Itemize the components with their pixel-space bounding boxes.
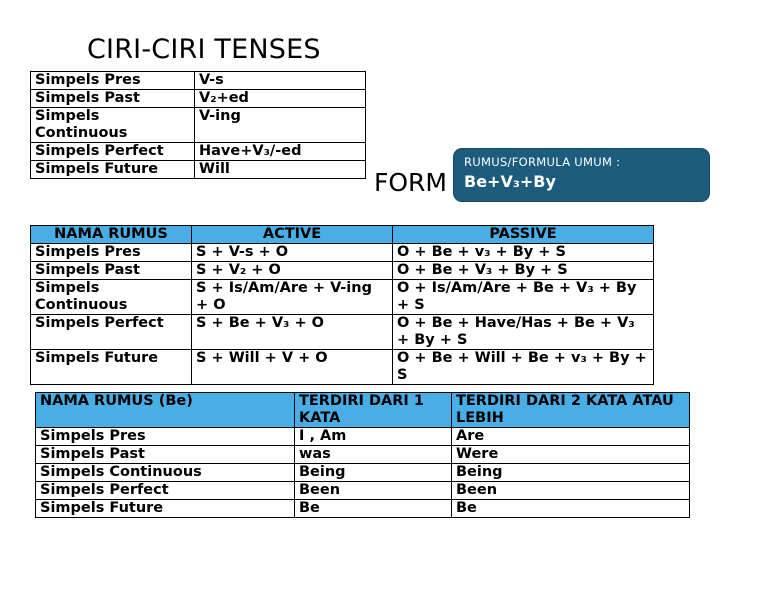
- table-row: [36, 428, 690, 446]
- table-row: [31, 143, 366, 161]
- active-formula: S + Be + V₃ + O: [192, 315, 393, 350]
- passive-formula: O + Be + V₃ + By + S: [393, 262, 654, 280]
- tense-value: V-s: [195, 72, 366, 90]
- table-row: [36, 482, 690, 500]
- rumus-name: Simpels Pres: [36, 428, 295, 446]
- one-word-form: Be: [295, 500, 452, 518]
- column-header: NAMA RUMUS: [31, 226, 192, 244]
- multi-word-form: Being: [452, 464, 690, 482]
- one-word-form: Being: [295, 464, 452, 482]
- table-row: [31, 244, 654, 262]
- rumus-name: Simpels Past: [36, 446, 295, 464]
- table-row: [31, 161, 366, 179]
- table-row: [36, 464, 690, 482]
- multi-word-form: Been: [452, 482, 690, 500]
- page-title: CIRI-CIRI TENSES: [87, 34, 321, 65]
- column-header: NAMA RUMUS (Be): [36, 393, 295, 428]
- one-word-form: Been: [295, 482, 452, 500]
- rumus-name: Simpels Future: [36, 500, 295, 518]
- active-formula: S + Will + V + O: [192, 350, 393, 385]
- form-label: FORM: [374, 168, 447, 197]
- ciri-table: [30, 71, 366, 179]
- rumus-name: Simpels Continuous: [31, 280, 192, 315]
- active-formula: S + V₂ + O: [192, 262, 393, 280]
- tense-value: Will: [195, 161, 366, 179]
- one-word-form: was: [295, 446, 452, 464]
- rumus-name: Simpels Future: [31, 350, 192, 385]
- formula-table: [30, 225, 654, 385]
- table-row: [31, 108, 366, 143]
- table-row: [31, 262, 654, 280]
- multi-word-form: Were: [452, 446, 690, 464]
- table-row: [36, 500, 690, 518]
- rumus-name: Simpels Pres: [31, 244, 192, 262]
- multi-word-form: Be: [452, 500, 690, 518]
- multi-word-form: Are: [452, 428, 690, 446]
- column-header: ACTIVE: [192, 226, 393, 244]
- tense-value: V₂+ed: [195, 90, 366, 108]
- tense-value: V-ing: [195, 108, 366, 143]
- passive-formula: O + Is/Am/Are + Be + V₃ + By + S: [393, 280, 654, 315]
- table-row: [31, 280, 654, 315]
- active-formula: S + V-s + O: [192, 244, 393, 262]
- passive-formula: O + Be + Will + Be + v₃ + By + S: [393, 350, 654, 385]
- table-header-row: [31, 226, 654, 244]
- tense-name: Simpels Perfect: [31, 143, 195, 161]
- table-row: [31, 350, 654, 385]
- table-row: [31, 72, 366, 90]
- one-word-form: I , Am: [295, 428, 452, 446]
- table-row: [31, 90, 366, 108]
- callout-caption: RUMUS/FORMULA UMUM :: [464, 155, 621, 169]
- rumus-name: Simpels Past: [31, 262, 192, 280]
- rumus-name: Simpels Continuous: [36, 464, 295, 482]
- column-header: PASSIVE: [393, 226, 654, 244]
- tense-value: Have+V₃/-ed: [195, 143, 366, 161]
- tense-name: Simpels Continuous: [31, 108, 195, 143]
- formula-callout: [453, 148, 710, 202]
- rumus-name: Simpels Perfect: [31, 315, 192, 350]
- tense-name: Simpels Past: [31, 90, 195, 108]
- tense-name: Simpels Future: [31, 161, 195, 179]
- callout-formula: Be+V₃+By: [464, 172, 556, 191]
- tense-name: Simpels Pres: [31, 72, 195, 90]
- table-header-row: [36, 393, 690, 428]
- active-formula: S + Is/Am/Are + V-ing + O: [192, 280, 393, 315]
- rumus-name: Simpels Perfect: [36, 482, 295, 500]
- passive-formula: O + Be + v₃ + By + S: [393, 244, 654, 262]
- be-table: [35, 392, 690, 518]
- column-header: TERDIRI DARI 1 KATA: [295, 393, 452, 428]
- table-row: [36, 446, 690, 464]
- column-header: TERDIRI DARI 2 KATA ATAU LEBIH: [452, 393, 690, 428]
- table-row: [31, 315, 654, 350]
- passive-formula: O + Be + Have/Has + Be + V₃ + By + S: [393, 315, 654, 350]
